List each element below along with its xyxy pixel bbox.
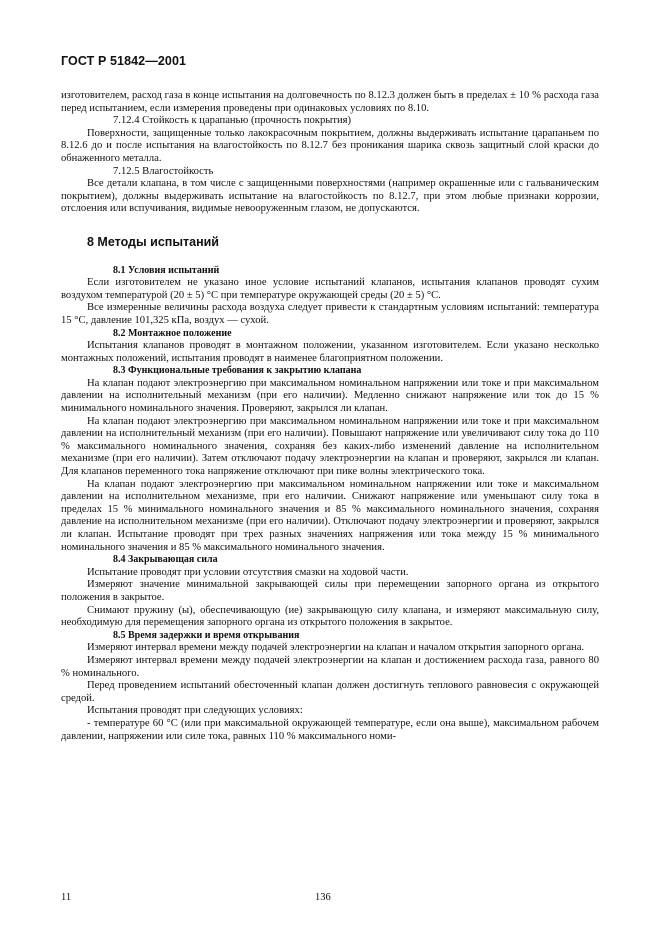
paragraph: На клапан подают электроэнергию при максимальном номинальном напряжении или токе и максимальном давлении на исполнительном механизме, при его наличии. Снижают напряжение или уменьшают силу тока в пределах 15 % минимального номинального значения и 85 % максимального номинального значения, сохраняя давление на исполнительном механизме (при его наличии). Отключают подачу электроэнергии и проверяют, закрылся ли клапан. Испытание проводят при трех разных значениях напряжения или тока между 15 % минимального номинального значения и 85 % максимального номинального значения. [61, 478, 599, 553]
subsection-8-5-title: 8.5 Время задержки и время открывания [113, 629, 300, 641]
subsection-7-12-5-title: 7.12.5 Влагостойкость [113, 165, 214, 177]
footer-sheet-number: 11 [61, 892, 72, 903]
paragraph: Снимают пружину (ы), обеспечивающую (ие) закрывающую силу клапана, и измеряют максимальную силу, необходимую для перемещения запорного органа из открытого положения в закрытое. [61, 604, 599, 629]
subsection-8-3-title: 8.3 Функциональные требования к закрытию клапана [113, 365, 362, 377]
paragraph: Все детали клапана, в том числе с защищенными поверхностями (например окрашенные или с гальваническим покрытием), должны выдерживать испытание на влагостойкость по 8.12.7, при этом любые признаки коррозии, отслоения или вспучивания, видимые невооруженным глазом, не допускаются. [61, 178, 599, 215]
paragraph: Испытания клапанов проводят в монтажном положении, указанном изготовителем. Если указано несколько монтажных положений, испытания проводят в наименее благоприятном положении. [61, 340, 599, 364]
paragraph: Все измеренные величины расхода воздуха следует привести к стандартным условиям испытаний: температура 15 °С, давление 101,325 кПа, воздух — сухой. [61, 302, 599, 326]
paragraph: На клапан подают электроэнергию при максимальном номинальном напряжении или токе и при максимальном давлении на исполнительный механизм (при его наличии). Медленно снижают напряжение или ток до 15 % минимального номинального значения. Проверяют, закрылся ли клапан. [61, 377, 599, 415]
page-content [61, 90, 599, 743]
paragraph: Испытание проводят при условии отсутствия смазки на ходовой части. [87, 566, 409, 578]
paragraph: Если изготовителем не указано иное условие испытаний клапанов, испытания клапанов проводят сухим воздухом температурой (20 ± 5) °С при температуре окружающей среды (20 ± 5) °С. [61, 277, 599, 301]
paragraph: Измеряют значение минимальной закрывающей силы при перемещении запорного органа из открытого положения в закрытое. [61, 579, 599, 603]
subsection-8-1-title: 8.1 Условия испытаний [113, 264, 220, 276]
section-8-title: 8 Методы испытаний [87, 234, 219, 249]
paragraph: Испытания проводят при следующих условиях: [87, 705, 303, 717]
footer-page-number: 136 [315, 892, 331, 903]
paragraph: изготовителем, расход газа в конце испытания на долговечность по 8.12.3 должен быть в пределах ± 10 % расхода газа перед испытанием, если измерения проведены при одинаковых условиях по 8.10. [61, 90, 599, 114]
document-header: ГОСТ Р 51842—2001 [61, 54, 187, 68]
subsection-8-2-title: 8.2 Монтажное положение [113, 327, 232, 339]
paragraph: Измеряют интервал времени между подачей электроэнергии на клапан и началом открытия запорного органа. [87, 642, 585, 654]
paragraph: Перед проведением испытаний обесточенный клапан должен достигнуть теплового равновесия с окружающей средой. [61, 680, 599, 704]
paragraph: - температуре 60 °С (или при максимальной окружающей температуре, если она выше), максимальном рабочем давлении, напряжении или силе тока, равных 110 % максимального номи- [61, 717, 599, 742]
paragraph: Поверхности, защищенные только лакокрасочным покрытием, должны выдерживать испытание царапаньем по 8.12.6 до и после испытания на влагостойкость по 8.12.7 без проникания шарика сквозь защитный слой краски до обнаженного металла. [61, 127, 599, 164]
paragraph: На клапан подают электроэнергию при максимальном номинальном напряжении или токе и при максимальном давлении на исполнительный механизм (при его наличии). Повышают напряжение или увеличивают силу тока до 110 % максимального номинального значения, сохраняя без каких-либо изменений давление на исполнительном механизме (при его наличии). Затем отключают подачу электроэнергии на клапан и проверяют, закрылся ли клапан. Для клапанов переменного тока напряжение отключают при пике волны электрического тока. [61, 415, 599, 478]
subsection-7-12-4-title: 7.12.4 Стойкость к царапанью (прочность покрытия) [113, 115, 352, 127]
paragraph: Измеряют интервал времени между подачей электроэнергии на клапан и достижением расхода газа, равного 80 % номинального. [61, 654, 599, 679]
subsection-8-4-title: 8.4 Закрывающая сила [113, 554, 218, 566]
